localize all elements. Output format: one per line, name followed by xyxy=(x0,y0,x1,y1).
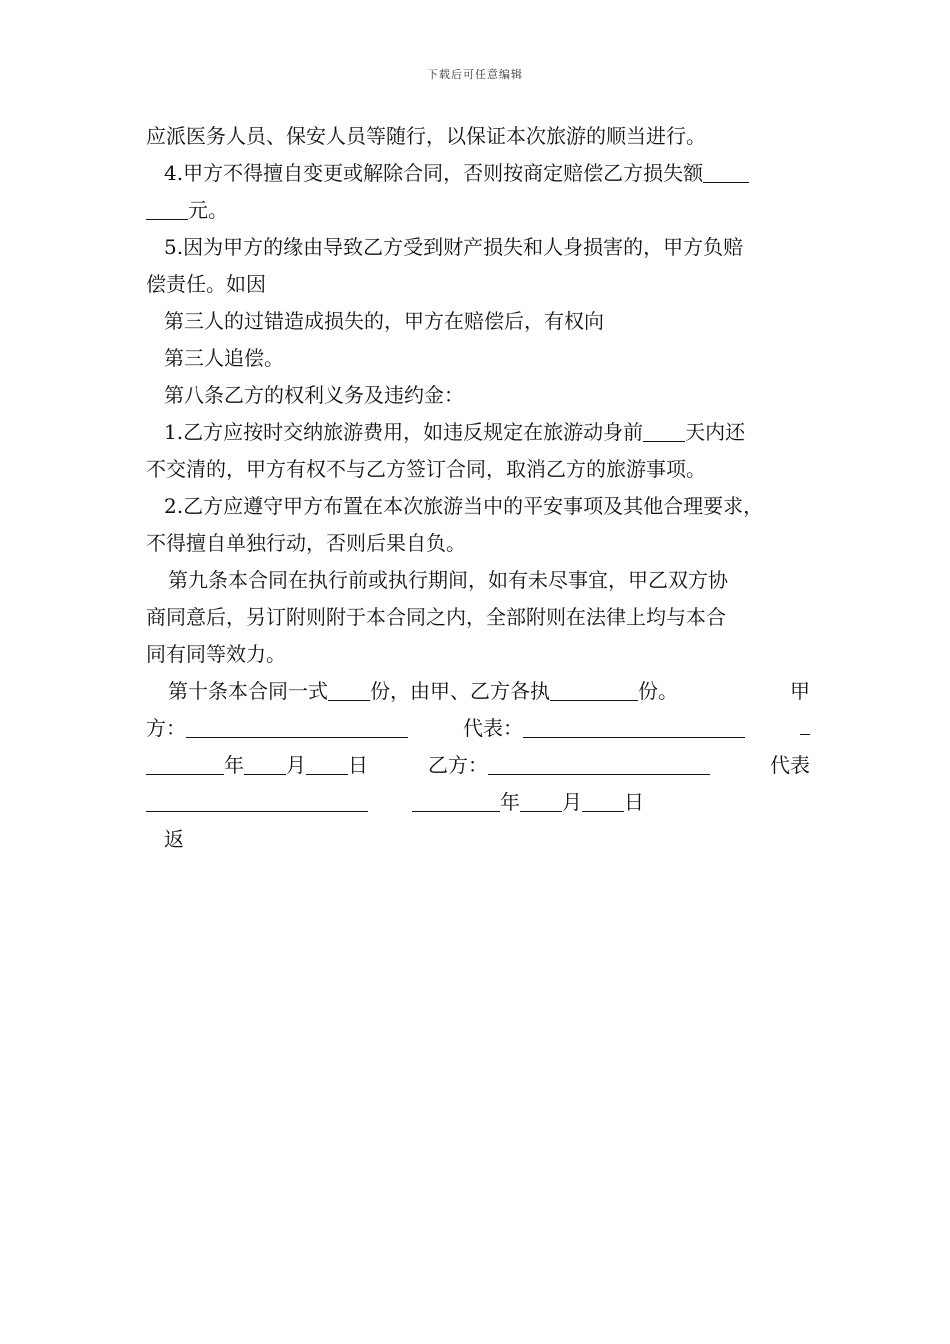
paragraph-line xyxy=(146,155,810,192)
party-b-field xyxy=(488,750,710,775)
document-body xyxy=(146,118,810,858)
clause-text: 第十条本合同一式 xyxy=(168,679,328,703)
day-field xyxy=(306,750,348,775)
representative-label: 代表 xyxy=(770,753,810,777)
paragraph-line: 返 xyxy=(164,827,184,851)
date-unit: 年 xyxy=(224,753,244,777)
year-field xyxy=(146,750,224,775)
representative-b-field xyxy=(146,787,368,812)
clause-text: 份，由甲、乙方各执 xyxy=(370,679,550,703)
date-group xyxy=(146,747,368,784)
blank-field xyxy=(800,710,810,735)
day-field xyxy=(582,787,624,812)
paragraph-line: 5.因为甲方的缘由导致乙方受到财产损失和人身损害的，甲方负赔 xyxy=(164,235,744,259)
representative-label: 代表： xyxy=(463,716,523,740)
month-field xyxy=(520,787,562,812)
date-unit: 月 xyxy=(562,790,582,814)
signature-group xyxy=(146,710,408,747)
paragraph-line xyxy=(146,192,810,229)
paragraph-line: 应派医务人员、保安人员等随行，以保证本次旅游的顺当进行。 xyxy=(146,124,706,148)
paragraph-line: 不得擅自单独行动，否则后果自负。 xyxy=(146,531,466,555)
date-unit: 日 xyxy=(624,790,644,814)
clause-text: 元。 xyxy=(188,198,228,222)
signature-group xyxy=(168,673,678,710)
date-unit: 日 xyxy=(348,753,368,777)
party-a-field xyxy=(186,713,408,738)
blank-field xyxy=(643,417,685,442)
signature-line xyxy=(146,673,810,710)
paragraph-line: 2.乙方应遵守甲方布置在本次旅游当中的平安事项及其他合理要求， xyxy=(164,494,764,518)
article-heading: 第八条乙方的权利义务及违约金： xyxy=(164,383,464,407)
paragraph-line xyxy=(146,414,810,451)
clause-text: 天内还 xyxy=(685,420,746,444)
paragraph-line: 同有同等效力。 xyxy=(146,642,286,666)
year-field xyxy=(412,787,500,812)
month-field xyxy=(244,750,286,775)
clause-text: 4.甲方不得擅自变更或解除合同，否则按商定赔偿乙方损失额 xyxy=(164,161,704,185)
page-header: 下载后可任意编辑 xyxy=(427,68,523,81)
paragraph-line: 第三人的过错造成损失的，甲方在赔偿后，有权向 xyxy=(164,309,604,333)
signature-line xyxy=(146,747,810,784)
signature-group xyxy=(463,710,745,747)
paragraph-line: 不交清的，甲方有权不与乙方签订合同，取消乙方的旅游事项。 xyxy=(146,457,706,481)
clause-text: 份。 xyxy=(638,679,678,703)
paragraph-line: 商同意后，另订附则附于本合同之内，全部附则在法律上均与本合 xyxy=(146,605,726,629)
blank-field xyxy=(146,195,188,220)
clause-text: 方： xyxy=(146,716,186,740)
copies-total-field xyxy=(328,676,370,701)
copies-each-field xyxy=(550,676,638,701)
date-unit: 年 xyxy=(500,790,520,814)
blank-field xyxy=(703,158,749,183)
signature-line xyxy=(146,710,810,747)
party-a-label: 甲 xyxy=(790,679,810,703)
clause-text: 1.乙方应按时交纳旅游费用，如违反规定在旅游动身前 xyxy=(164,420,644,444)
paragraph-line: 偿责任。如因 xyxy=(146,272,266,296)
date-unit: 月 xyxy=(286,753,306,777)
paragraph-line: 第九条本合同在执行前或执行期间，如有未尽事宜，甲乙双方协 xyxy=(168,568,728,592)
paragraph-line: 第三人追偿。 xyxy=(164,346,284,370)
signature-line xyxy=(146,784,810,821)
party-b-label: 乙方： xyxy=(428,753,488,777)
signature-group xyxy=(428,747,710,784)
representative-a-field xyxy=(523,713,745,738)
